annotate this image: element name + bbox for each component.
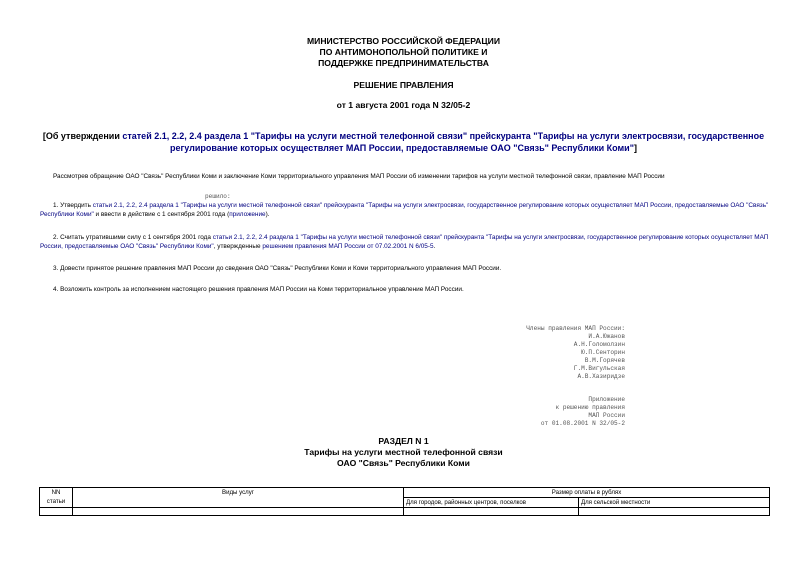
signatory-name: А.Н.Голомолзин — [573, 341, 625, 348]
item-2-link[interactable]: статьи 2.1, 2.2, 2.4 раздела 1 "Тарифы на услуги местной телефонной связи" прейскуранта "Тарифы на услуги электросвязи, государственное регулирование которых осуществляет МАП России, предоставляемые ОАО "Связь" Республики Коми" — [40, 234, 769, 250]
appendix-line-1: Приложение — [588, 396, 625, 403]
ministry-line-3: ПОДДЕРЖКЕ ПРЕДПРИНИМАТЕЛЬСТВА — [318, 58, 489, 68]
table-cell — [404, 508, 579, 516]
signatory-name: А.В.Хазиридзе — [577, 373, 625, 380]
item-2-prefix: 2. Считать утратившими силу с 1 сентября 2001 года — [53, 234, 213, 241]
col-city: Для городов, районных центров, поселков — [404, 498, 579, 508]
item-2-mid: , утвержденные — [213, 243, 263, 250]
col-nn-label: NN — [51, 489, 61, 496]
item-2-decision-link[interactable]: решением правления МАП России от 07.02.2001 N 6/05-5 — [262, 243, 434, 250]
appendix-line-3: МАП России — [588, 412, 625, 419]
ministry-line-2: ПО АНТИМОНОПОЛЬНОЙ ПОЛИТИКЕ И — [319, 47, 488, 57]
item-2 — [40, 233, 770, 251]
col-nn — [40, 488, 73, 508]
tariff-table — [39, 487, 770, 516]
title-close: ] — [633, 142, 637, 153]
table-cell — [579, 508, 770, 516]
table-cell — [73, 508, 404, 516]
appendix-line-4: от 01.08.2001 N 32/05-2 — [540, 420, 625, 427]
decision-heading: РЕШЕНИЕ ПРАВЛЕНИЯ — [353, 80, 454, 90]
section-number: РАЗДЕЛ N 1 — [378, 436, 429, 446]
table-header-row — [40, 488, 770, 498]
table-cell — [40, 508, 73, 516]
appendix-line-2: к решению правления — [555, 404, 625, 411]
section-org: ОАО "Связь" Республики Коми — [337, 458, 470, 468]
item-3: 3. Довести принятое решение правления МАП России до сведения ОАО "Связь" Республики Коми и Коми территориального управления МАП России. — [53, 265, 502, 272]
ministry-line-1: МИНИСТЕРСТВО РОССИЙСКОЙ ФЕДЕРАЦИИ — [306, 36, 501, 46]
item-2-post: . — [433, 243, 436, 250]
col-payment: Размер оплаты в рублях — [404, 488, 770, 498]
item-1-mid: и ввести в действие с 1 сентября 2001 года ( — [93, 211, 230, 218]
decision-date: от 1 августа 2001 года N 32/05-2 — [336, 100, 471, 110]
item-4: 4. Возложить контроль за исполнением настоящего решения правления МАП России на Коми территориальное управление МАП России. — [53, 286, 464, 293]
table-row — [40, 508, 770, 516]
item-1-appendix-link[interactable]: приложение — [229, 211, 266, 218]
resolved-label: решило: — [205, 193, 231, 200]
item-1-prefix: 1. Утвердить — [53, 202, 93, 209]
signatories-heading: Члены правления МАП России: — [526, 325, 625, 332]
intro-paragraph: Рассмотрев обращение ОАО "Связь" Республики Коми и заключение Коми территориального управления МАП России об изменении тарифов на услуги местной телефонной связи, правление МАП России — [53, 173, 665, 180]
col-nn-label-2: статьи — [46, 498, 66, 505]
col-services: Виды услуг — [73, 488, 404, 508]
signatory-name: Ю.П.Сенторин — [581, 349, 625, 356]
section-name: Тарифы на услуги местной телефонной связи — [304, 447, 503, 457]
item-1 — [40, 201, 770, 219]
col-rural: Для сельской местности — [579, 498, 770, 508]
item-1-link[interactable]: статьи 2.1, 2.2, 2.4 раздела 1 "Тарифы на услуги местной телефонной связи" прейскуранта "Тарифы на услуги электросвязи, государственное регулирование которых осуществляет МАП России, предоставляемые ОАО "Связь" Республики Коми" — [40, 202, 769, 218]
signatory-name: Г.М.Вигульская — [573, 365, 625, 372]
signatory-name: И.А.Южанов — [588, 333, 625, 340]
item-1-post: ). — [265, 211, 270, 218]
title-open: [Об утверждении — [42, 131, 123, 141]
document-title — [30, 131, 777, 154]
title-link[interactable]: статей 2.1, 2.2, 2.4 раздела 1 "Тарифы на услуги местной телефонной связи" прейскуранта "Тарифы на услуги электросвязи, государственное регулирование которых осуществляет МАП России, предоставляемые ОАО "Связь" Республики Коми" — [122, 131, 765, 153]
signatory-name: В.М.Горячев — [584, 357, 625, 364]
